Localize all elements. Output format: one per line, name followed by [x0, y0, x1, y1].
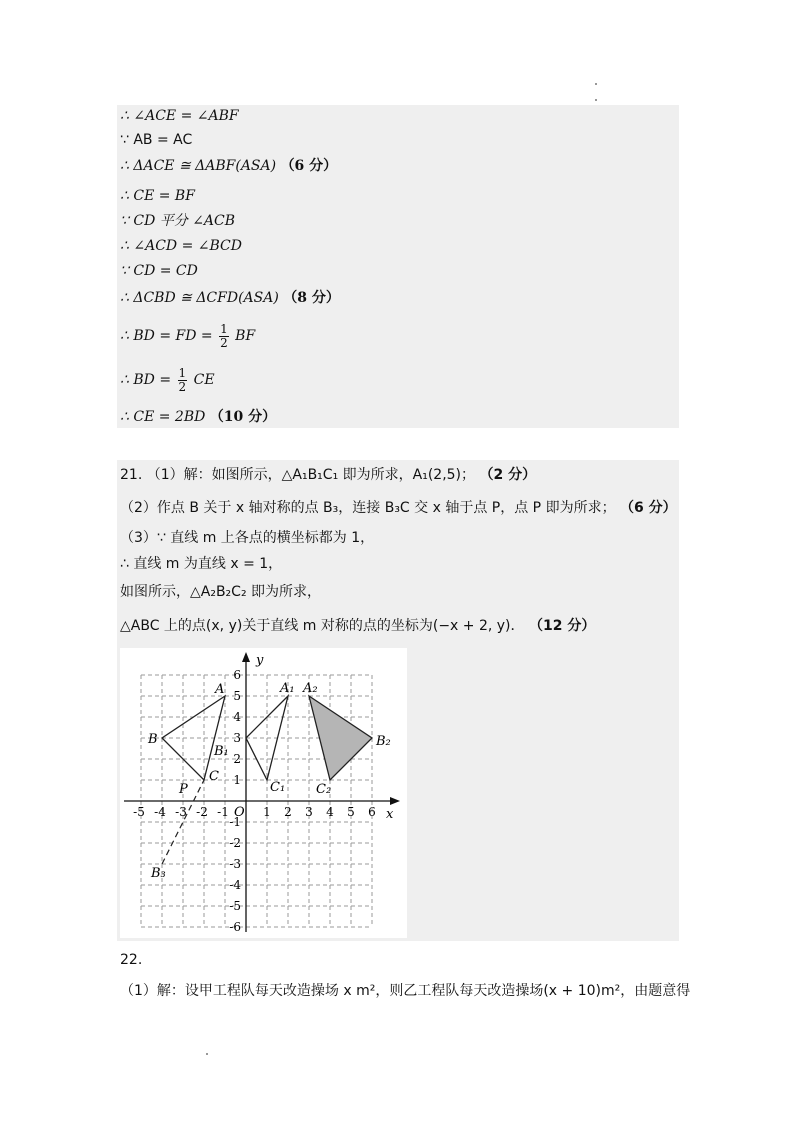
proof-text: BF — [235, 328, 256, 344]
y-tick: 6 — [233, 668, 241, 682]
x-tick: 1 — [263, 805, 271, 819]
proof-line: ∵ CD = CD — [120, 263, 198, 279]
proof-line: ∵ AB = AC — [120, 132, 193, 148]
label-c1: C₁ — [270, 780, 286, 795]
y-tick: 4 — [233, 710, 241, 724]
coordinate-graph — [120, 648, 407, 938]
y-tick: -2 — [229, 836, 241, 850]
proof-line: ∴ ∠ACE = ∠ABF — [120, 108, 239, 124]
label-a1: A₁ — [280, 681, 295, 696]
graph-svg — [120, 648, 407, 938]
y-tick: 1 — [233, 773, 241, 787]
label-p: P — [179, 782, 188, 797]
point-labels — [147, 681, 391, 881]
x-tick-labels — [133, 805, 376, 819]
proof-line — [120, 157, 337, 175]
label-b1: B₁ — [214, 744, 229, 759]
fraction: $\frac{1}{2}$ — [220, 321, 228, 350]
label-b2: B₂ — [376, 734, 391, 749]
x-tick: 3 — [305, 805, 313, 819]
label-c2: C₂ — [316, 782, 332, 797]
x-tick: 6 — [368, 805, 376, 819]
y-axis-arrow — [242, 652, 250, 662]
score-label: （10 分） — [209, 409, 277, 425]
score-label: （6 分） — [280, 158, 338, 174]
question-number: 22. — [120, 952, 143, 968]
page-dot — [206, 1053, 208, 1055]
answer-line: ∴ 直线 m 为直线 x = 1， — [120, 556, 283, 572]
label-b3: B₃ — [151, 866, 166, 881]
answer-line: 如图所示，△A₂B₂C₂ 即为所求， — [120, 584, 322, 600]
answer-line: （1）解：设甲工程队每天改造操场 x m²，则乙工程队每天改造操场(x + 10)m²，由题意得 — [120, 983, 691, 999]
page-dot — [595, 99, 597, 101]
x-tick: 4 — [326, 805, 334, 819]
y-tick: -6 — [229, 920, 241, 934]
y-tick: 3 — [233, 731, 241, 745]
y-tick: -4 — [229, 878, 241, 892]
proof-text: ∴ BD = — [120, 372, 172, 388]
x-tick: -3 — [175, 805, 187, 819]
proof-text: ∴ CE = 2BD — [120, 409, 206, 425]
answer-line: △ABC 上的点(x, y)关于直线 m 对称的点的坐标为(−x + 2, y)． （12 分） — [120, 618, 596, 634]
x-axis-arrow — [390, 797, 400, 805]
proof-text: CE — [193, 372, 215, 388]
x-tick: -5 — [133, 805, 145, 819]
label-a: A — [215, 682, 225, 697]
proof-line: ∴ ∠ACD = ∠BCD — [120, 238, 242, 254]
proof-line — [120, 289, 340, 307]
proof-line: ∵ CD 平分 ∠ACB — [120, 213, 236, 229]
label-b: B — [148, 732, 158, 747]
fraction: $\frac{1}{2}$ — [178, 365, 187, 394]
proof-line — [120, 364, 215, 396]
x-tick: -2 — [196, 805, 208, 819]
proof-line — [120, 320, 255, 352]
proof-line: ∴ CE = BF — [120, 188, 195, 204]
x-tick: -1 — [217, 805, 229, 819]
y-tick: -5 — [229, 899, 241, 913]
label-c: C — [209, 769, 219, 784]
score-label: （6 分） — [620, 500, 677, 516]
proof-text: ∴ ΔACE ≅ ΔABF(ASA) — [120, 158, 277, 174]
label-a2: A₂ — [303, 681, 318, 696]
answer-line: 21. （1）解：如图所示，△A₁B₁C₁ 即为所求，A₁(2,5)； （2 分） — [120, 467, 537, 483]
x-tick: 5 — [347, 805, 355, 819]
proof-text: ∴ ΔCBD ≅ ΔCFD(ASA) — [120, 290, 279, 306]
answer-line: （3）∵ 直线 m 上各点的横坐标都为 1， — [120, 530, 375, 546]
proof-text: ∴ BD = FD = — [120, 328, 213, 344]
x-axis-label: x — [386, 807, 394, 822]
origin-label: O — [234, 805, 245, 820]
y-tick: 5 — [233, 689, 241, 703]
page-dot — [595, 83, 597, 85]
proof-line — [120, 408, 276, 426]
x-tick: 2 — [284, 805, 292, 819]
score-label: （12 分） — [528, 618, 596, 634]
y-tick: -1 — [229, 815, 241, 829]
score-label: （2 分） — [479, 467, 537, 483]
x-tick: -4 — [154, 805, 166, 819]
y-tick: -3 — [229, 857, 241, 871]
score-label: （8 分） — [283, 290, 340, 306]
y-tick: 2 — [233, 752, 241, 766]
y-axis-label: y — [256, 653, 264, 668]
answer-line: （2）作点 B 关于 x 轴对称的点 B₃，连接 B₃C 交 x 轴于点 P，点 P 即为所求； （6 分） — [120, 500, 677, 516]
